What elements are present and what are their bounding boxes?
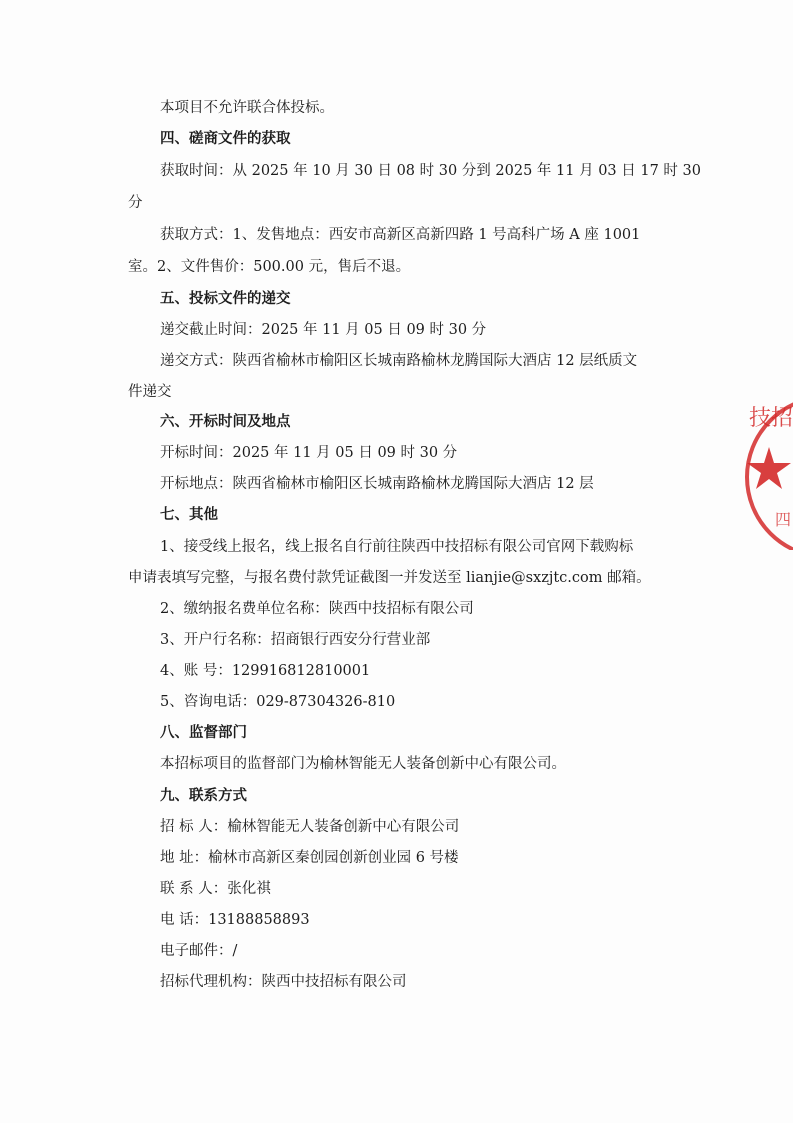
- official-seal: [735, 385, 793, 550]
- section-heading: 七、其他: [160, 507, 218, 523]
- text-line: 招标代理机构：陕西中技招标有限公司: [160, 974, 407, 990]
- text-line: 分: [128, 195, 143, 211]
- seal-star-icon: [747, 447, 791, 489]
- text-line: 4、账 号：129916812810001: [160, 663, 371, 679]
- section-heading: 八、监督部门: [160, 725, 247, 741]
- text-line: 电子邮件：/: [160, 943, 238, 959]
- text-line: 联 系 人：张化祺: [160, 881, 271, 897]
- text-line: 件递交: [128, 384, 172, 400]
- text-line: 获取方式：1、发售地点：西安市高新区高新四路 1 号高科广场 A 座 1001: [160, 227, 641, 243]
- section-heading: 四、磋商文件的获取: [160, 131, 291, 147]
- text-line: 递交方式：陕西省榆林市榆阳区长城南路榆林龙腾国际大酒店 12 层纸质文: [160, 353, 638, 369]
- text-line: 地 址：榆林市高新区秦创园创新创业园 6 号楼: [160, 850, 459, 866]
- text-line: 招 标 人：榆林智能无人装备创新中心有限公司: [160, 819, 460, 835]
- text-line: 开标地点：陕西省榆林市榆阳区长城南路榆林龙腾国际大酒店 12 层: [160, 476, 594, 492]
- text-line: 开标时间：2025 年 11 月 05 日 09 时 30 分: [160, 445, 458, 461]
- section-heading: 九、联系方式: [160, 788, 247, 804]
- text-line: 申请表填写完整，与报名费付款凭证截图一并发送至 lianjie@sxzjtc.com 邮箱。: [128, 570, 651, 586]
- text-line: 室。2、文件售价：500.00 元，售后不退。: [128, 259, 411, 275]
- text-line: 3、开户行名称：招商银行西安分行营业部: [160, 632, 431, 648]
- text-line: 本招标项目的监督部门为榆林智能无人装备创新中心有限公司。: [160, 756, 566, 772]
- text-line: 2、缴纳报名费单位名称：陕西中技招标有限公司: [160, 601, 474, 617]
- text-line: 获取时间：从 2025 年 10 月 30 日 08 时 30 分到 2025 年 11 月 03 日 17 时 30: [160, 163, 701, 179]
- section-heading: 五、投标文件的递交: [160, 291, 291, 307]
- seal-text-top: 技招: [749, 406, 793, 431]
- seal-text-bottom: 四: [775, 510, 792, 529]
- text-line: 5、咨询电话：029-87304326-810: [160, 694, 396, 710]
- text-line: 电 话：13188858893: [160, 912, 310, 928]
- text-line: 1、接受线上报名，线上报名自行前往陕西中技招标有限公司官网下载购标: [160, 539, 634, 555]
- text-line: 本项目不允许联合体投标。: [160, 100, 334, 116]
- section-heading: 六、开标时间及地点: [160, 414, 291, 430]
- text-line: 递交截止时间：2025 年 11 月 05 日 09 时 30 分: [160, 322, 487, 338]
